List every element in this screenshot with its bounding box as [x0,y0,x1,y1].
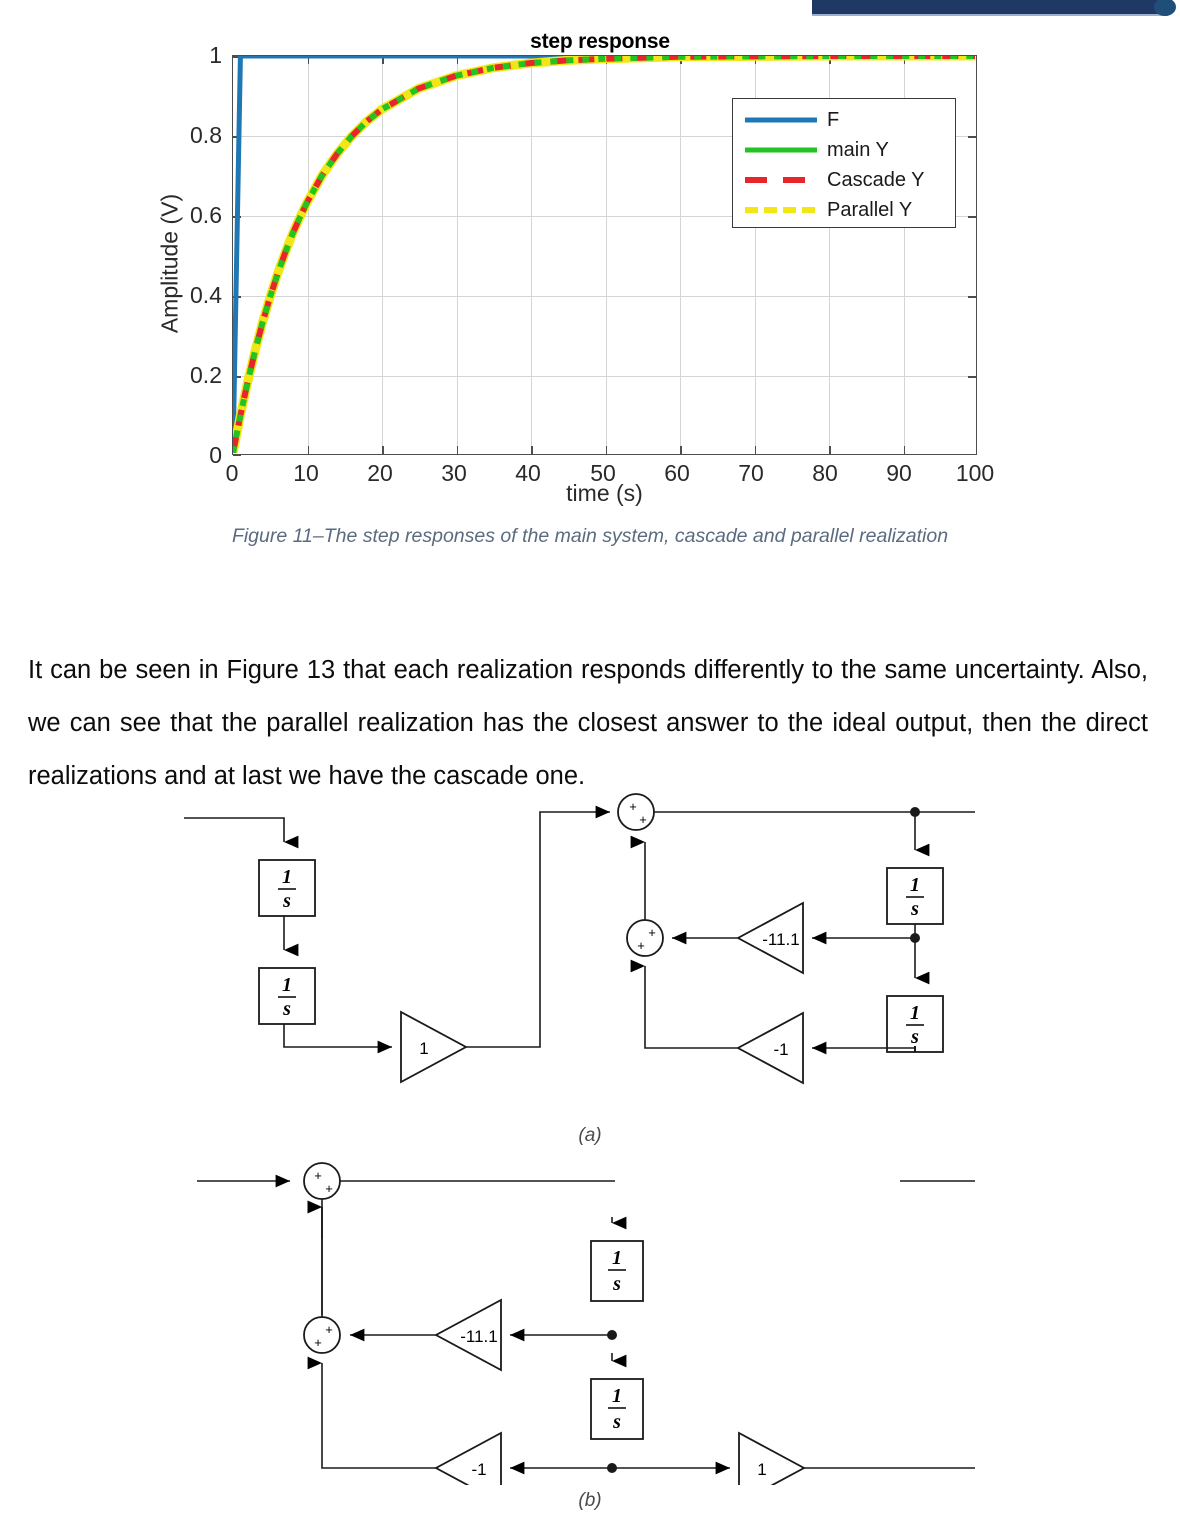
legend-item-cascade-y [733,165,955,195]
integrator-num: 1 [282,974,292,996]
block-diagram-b [0,1145,1180,1535]
y-tick-label-08: 0.8 [190,122,222,148]
x-tick-label-80: 80 [812,460,838,486]
legend-swatch-main-y [743,140,819,160]
subfigure-label-b: (b) [578,1490,602,1511]
integrator-num: 1 [612,1247,622,1269]
y-axis-label: Amplitude (V) [156,193,183,334]
x-tick-label-70: 70 [738,460,764,486]
sum-sign-plus: + [648,925,656,940]
gain-label-b-neg1: -1 [471,1460,487,1479]
sum-sign-plus: + [639,812,647,827]
gain-label-a-neg1: -1 [773,1040,789,1059]
step-response-chart [0,20,1180,565]
banner-badge-icon [1154,0,1176,16]
y-tick-label-02: 0.2 [190,362,222,388]
legend-item-main-y [733,135,955,165]
gain-label-a-1: 1 [419,1039,429,1058]
integrator-num: 1 [282,866,292,888]
y-tick-label-1: 1 [209,42,222,68]
y-tick-label-04: 0.4 [190,282,222,308]
integrator-den: s [283,998,291,1020]
top-banner-strip [812,0,1168,16]
block-diagram-a [0,790,1180,1145]
y-tick-label-06: 0.6 [190,202,222,228]
sum-sign-plus: + [629,799,637,814]
integrator-den: s [911,1026,919,1048]
y-tick-label-0: 0 [209,442,222,468]
subfigure-label-a: (a) [578,1125,602,1146]
x-tick-label-10: 10 [293,460,319,486]
gain-label-b-neg111: -11.1 [460,1327,498,1346]
ytick-0 [233,454,241,456]
x-tick-label-20: 20 [367,460,393,486]
integrator-den: s [613,1273,621,1295]
block-diagram-b-svg [0,1145,1180,1485]
body-paragraph: It can be seen in Figure 13 that each realization responds differently to the same uncertainty. Also, we can see that the parallel realization has the closest answer to the ideal output, then the direct realizations and at last we have the cascade one. [28,655,1148,790]
integrator-den: s [911,898,919,920]
chart-title: step response [530,30,670,53]
x-tick-label-0: 0 [225,460,239,486]
legend-label-f: F [827,108,840,131]
x-tick-label-30: 30 [441,460,467,486]
sum-sign-plus: + [637,938,645,953]
x-tick-label-50: 50 [590,460,616,486]
integrator-num: 1 [612,1385,622,1407]
gain-label-b-1: 1 [757,1460,767,1479]
integrator-den: s [283,890,291,912]
legend-swatch-cascade-y [743,170,819,190]
legend-item-parallel-y [733,195,955,225]
legend-item-f [733,105,955,135]
chart-legend [732,98,956,228]
integrator-den: s [613,1411,621,1433]
gain-label-a-neg111: -11.1 [762,930,800,949]
legend-label-cascade-y: Cascade Y [827,168,925,191]
legend-swatch-parallel-y [743,200,819,220]
legend-swatch-f [743,110,819,130]
figure-caption: Figure 11–The step responses of the main system, cascade and parallel realization [231,525,949,547]
plot-area [232,55,977,455]
sum-sign-plus: + [314,1168,322,1183]
sum-sign-plus: + [325,1322,333,1337]
sum-sign-plus: + [314,1335,322,1350]
x-tick-label-90: 90 [886,460,912,486]
x-tick-label-100: 100 [955,460,995,486]
x-tick-label-40: 40 [515,460,541,486]
x-axis-label: time (s) [566,480,643,506]
sum-sign-plus: + [325,1181,333,1196]
integrator-num: 1 [910,1002,920,1024]
x-tick-label-60: 60 [664,460,690,486]
integrator-num: 1 [910,874,920,896]
block-diagram-a-svg [0,790,1180,1120]
legend-label-parallel-y: Parallel Y [827,198,913,221]
legend-label-main-y: main Y [827,138,889,161]
